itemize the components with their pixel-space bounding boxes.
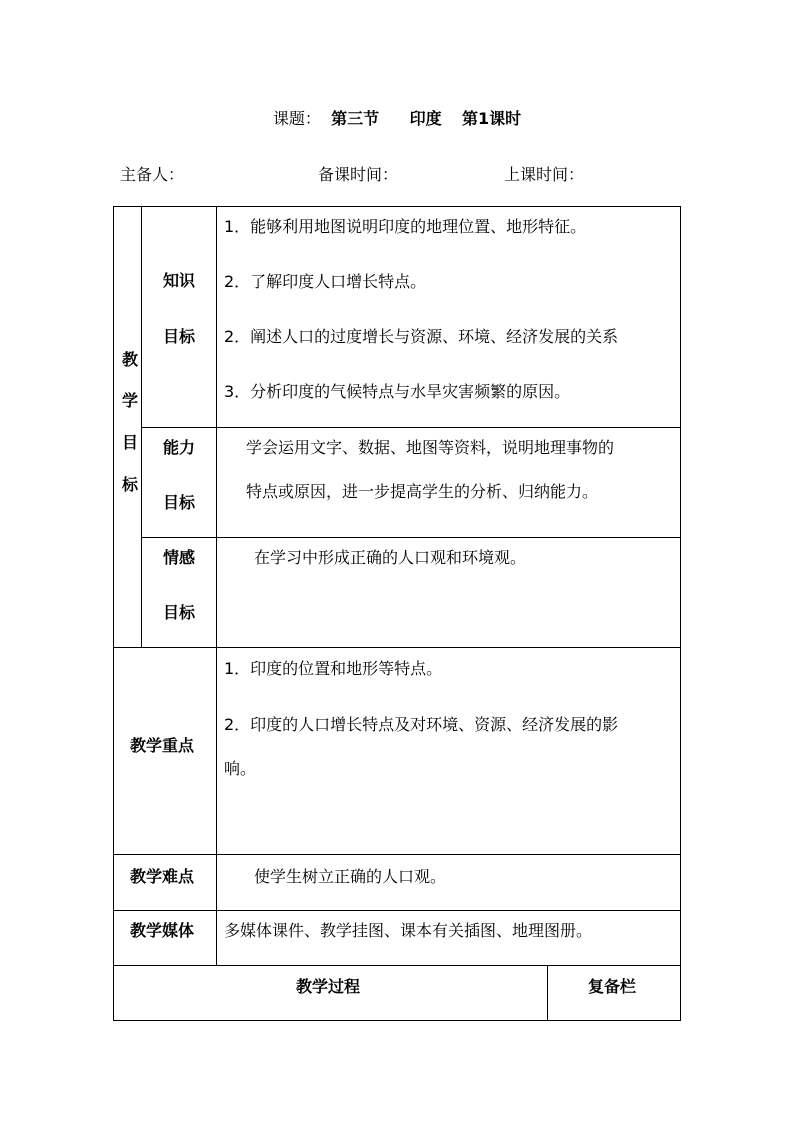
review-label: 复备栏 — [588, 977, 637, 996]
title-section: 第三节 — [331, 109, 380, 128]
knowledge-item-1: 1．能够利用地图说明印度的地理位置、地形特征。 — [224, 217, 587, 236]
knowledge-label-line1: 知识 — [163, 271, 196, 290]
difficulty-label: 教学难点 — [130, 867, 195, 886]
ability-text-line1: 学会运用文字、数据、地图等资料，说明地理事物的 — [246, 438, 615, 457]
ability-text-line2: 特点或原因，进一步提高学生的分析、归纳能力。 — [246, 482, 599, 501]
key-point-2-cont: 响。 — [224, 759, 257, 778]
knowledge-item-4: 3．分析印度的气候特点与水旱灾害频繁的原因。 — [224, 382, 571, 401]
emotion-label-line1: 情感 — [163, 548, 196, 567]
key-points-label: 教学重点 — [130, 736, 195, 755]
difficulty-text: 使学生树立正确的人口观。 — [254, 867, 447, 886]
title-label: 课题： — [272, 109, 321, 128]
media-label: 教学媒体 — [130, 921, 195, 940]
key-point-2: 2．印度的人口增长特点及对环境、资源、经济发展的影 — [224, 715, 619, 734]
ability-label-line2: 目标 — [163, 493, 196, 512]
media-text: 多媒体课件、教学挂图、课本有关插图、地理图册。 — [224, 921, 593, 940]
objectives-label-char-1: 教 — [121, 350, 138, 369]
preparer-label: 主备人： — [120, 165, 185, 184]
title-lesson: 第1课时 — [461, 109, 522, 128]
title-country: 印度 — [409, 109, 442, 128]
prep-time-label: 备课时间： — [318, 165, 399, 184]
objectives-label-char-2: 学 — [121, 391, 138, 410]
knowledge-item-3: 2．阐述人口的过度增长与资源、环境、经济发展的关系 — [224, 327, 619, 346]
key-point-1: 1．印度的位置和地形等特点。 — [224, 659, 443, 678]
class-time-label: 上课时间： — [504, 165, 585, 184]
emotion-label-line2: 目标 — [163, 603, 196, 622]
objectives-label-char-4: 标 — [121, 475, 138, 494]
knowledge-label-line2: 目标 — [163, 327, 196, 346]
knowledge-item-2: 2．了解印度人口增长特点。 — [224, 272, 427, 291]
emotion-text: 在学习中形成正确的人口观和环境观。 — [254, 548, 527, 567]
ability-label-line1: 能力 — [163, 438, 196, 457]
objectives-label-char-3: 目 — [121, 433, 138, 452]
process-label: 教学过程 — [296, 977, 361, 996]
